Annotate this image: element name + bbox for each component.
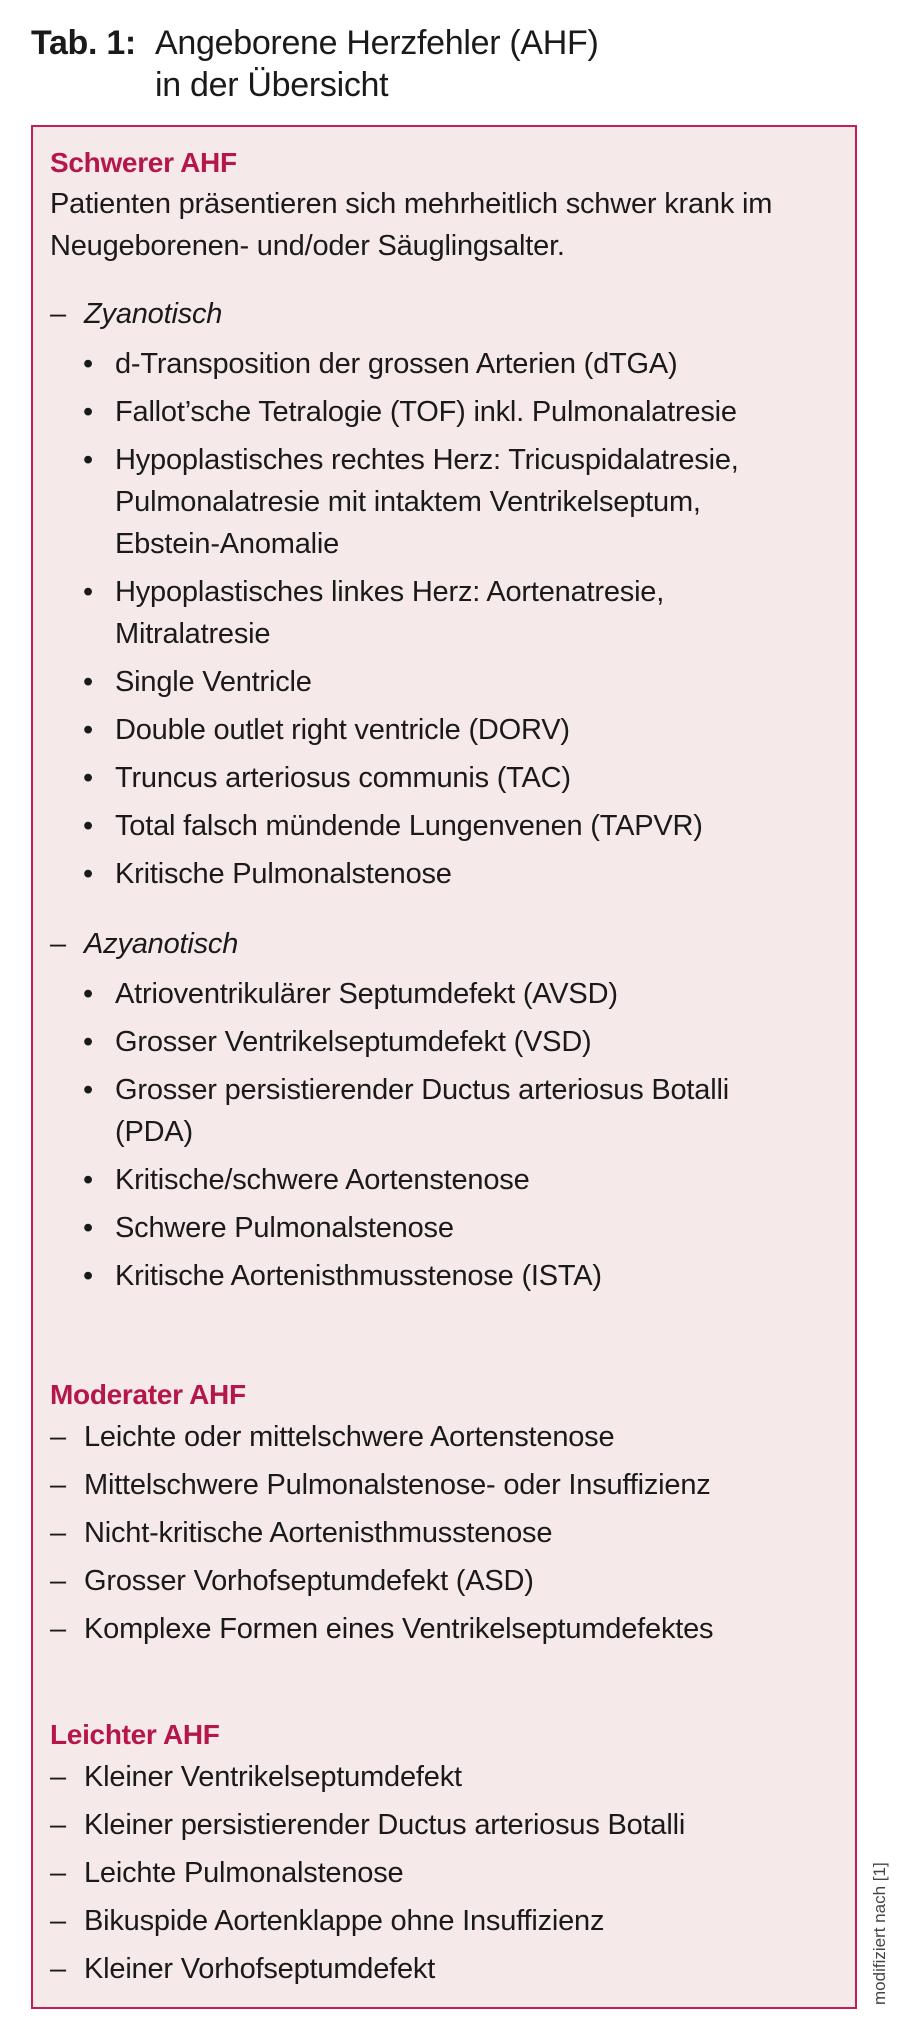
list-item-line: d-Transposition der grossen Arterien (dTGA) (115, 348, 678, 380)
list-item: Leichte oder mittelschwere Aortenstenose (84, 1421, 615, 1453)
bullet-icon: • (83, 1212, 94, 1244)
table-number: Tab. 1: (31, 24, 136, 62)
dash-marker: – (50, 1905, 67, 1937)
bullet-icon: • (83, 1164, 94, 1196)
list-item: Nicht-kritische Aortenisthmusstenose (84, 1517, 553, 1549)
list-item (115, 973, 618, 1015)
schwer-zyanotisch-label: Zyanotisch (84, 298, 223, 330)
section-heading-moderat: Moderater AHF (50, 1379, 246, 1410)
list-item (115, 1069, 729, 1153)
dash-marker: – (50, 1809, 67, 1841)
list-item-line: Grosser Ventrikelseptumdefekt (VSD) (115, 1026, 592, 1058)
bullet-icon: • (83, 714, 94, 746)
list-item (115, 805, 703, 847)
bullet-icon: • (83, 396, 94, 428)
list-item-line: Mitralatresie (115, 618, 271, 650)
list-item-line: Kritische/schwere Aortenstenose (115, 1164, 530, 1196)
list-item: Kleiner Ventrikelseptumdefekt (84, 1761, 462, 1793)
list-item-line: Hypoplastisches linkes Herz: Aortenatresie, (115, 576, 665, 608)
bullet-icon: • (83, 978, 94, 1010)
list-item (115, 853, 452, 895)
list-item (115, 343, 678, 385)
list-item (115, 1021, 592, 1063)
dash-marker: – (50, 1469, 67, 1501)
list-item (115, 571, 664, 655)
list-item-line: Double outlet right ventricle (DORV) (115, 714, 570, 746)
dash-marker: – (50, 928, 67, 960)
dash-marker: – (50, 298, 67, 330)
section-heading-schwer: Schwerer AHF (50, 147, 237, 178)
bullet-icon: • (83, 444, 94, 476)
list-item-line: Total falsch mündende Lungenvenen (TAPVR) (115, 810, 703, 842)
list-item-line: Kritische Pulmonalstenose (115, 858, 452, 890)
list-item-line: Grosser persistierender Ductus arteriosus Botalli (115, 1074, 729, 1106)
list-item (115, 661, 312, 703)
list-item-line: Single Ventricle (115, 666, 312, 698)
list-item: Bikuspide Aortenklappe ohne Insuffizienz (84, 1905, 605, 1937)
list-item-line: Pulmonalatresie mit intaktem Ventrikelseptum, (115, 486, 701, 518)
list-item: Komplexe Formen eines Ventrikelseptumdefektes (84, 1613, 714, 1645)
list-item (115, 757, 571, 799)
bullet-icon: • (83, 810, 94, 842)
dash-marker: – (50, 1953, 67, 1985)
intro-paragraph: Patienten präsentieren sich mehrheitlich schwer krank im Neugeborenen- und/oder Säuglingsalter. (50, 188, 773, 262)
dash-marker: – (50, 1421, 67, 1453)
dash-marker: – (50, 1761, 67, 1793)
list-item: Kleiner persistierender Ductus arteriosus Botalli (84, 1809, 686, 1841)
list-item (115, 391, 737, 433)
list-item-line: Atrioventrikulärer Septumdefekt (AVSD) (115, 978, 618, 1010)
list-item: Grosser Vorhofseptumdefekt (ASD) (84, 1565, 534, 1597)
list-item-line: Truncus arteriosus communis (TAC) (115, 762, 571, 794)
bullet-icon: • (83, 1026, 94, 1058)
list-item-line: Hypoplastisches rechtes Herz: Tricuspidalatresie, (115, 444, 739, 476)
list-item-line: Kritische Aortenisthmusstenose (ISTA) (115, 1260, 602, 1292)
bullet-icon: • (83, 348, 94, 380)
table-title-line: Angeborene Herzfehler (AHF) (155, 24, 599, 62)
list-item (115, 1159, 530, 1201)
source-caption: modifiziert nach [1] (870, 1862, 889, 2005)
bullet-icon: • (83, 762, 94, 794)
bullet-icon: • (83, 1074, 94, 1106)
dash-marker: – (50, 1517, 67, 1549)
list-item-line: Ebstein-Anomalie (115, 528, 340, 560)
list-item (115, 439, 739, 565)
list-item (115, 709, 570, 751)
list-item: Leichte Pulmonalstenose (84, 1857, 404, 1889)
list-item (115, 1207, 454, 1249)
list-item-line: Fallot’sche Tetralogie (TOF) inkl. Pulmonalatresie (115, 396, 737, 428)
section-heading-leicht: Leichter AHF (50, 1719, 220, 1750)
bullet-icon: • (83, 1260, 94, 1292)
list-item: Kleiner Vorhofseptumdefekt (84, 1953, 436, 1985)
list-item-line: (PDA) (115, 1116, 193, 1148)
dash-marker: – (50, 1613, 67, 1645)
dash-marker: – (50, 1565, 67, 1597)
table-box (31, 125, 857, 2009)
table-title-line: in der Übersicht (155, 66, 389, 104)
list-item (115, 1255, 602, 1297)
table-title-text (155, 22, 599, 106)
bullet-icon: • (83, 666, 94, 698)
bullet-icon: • (83, 576, 94, 608)
bullet-icon: • (83, 858, 94, 890)
dash-marker: – (50, 1857, 67, 1889)
schwer-azyanotisch-label: Azyanotisch (84, 928, 239, 960)
list-item-line: Schwere Pulmonalstenose (115, 1212, 454, 1244)
list-item: Mittelschwere Pulmonalstenose- oder Insuffizienz (84, 1469, 711, 1501)
